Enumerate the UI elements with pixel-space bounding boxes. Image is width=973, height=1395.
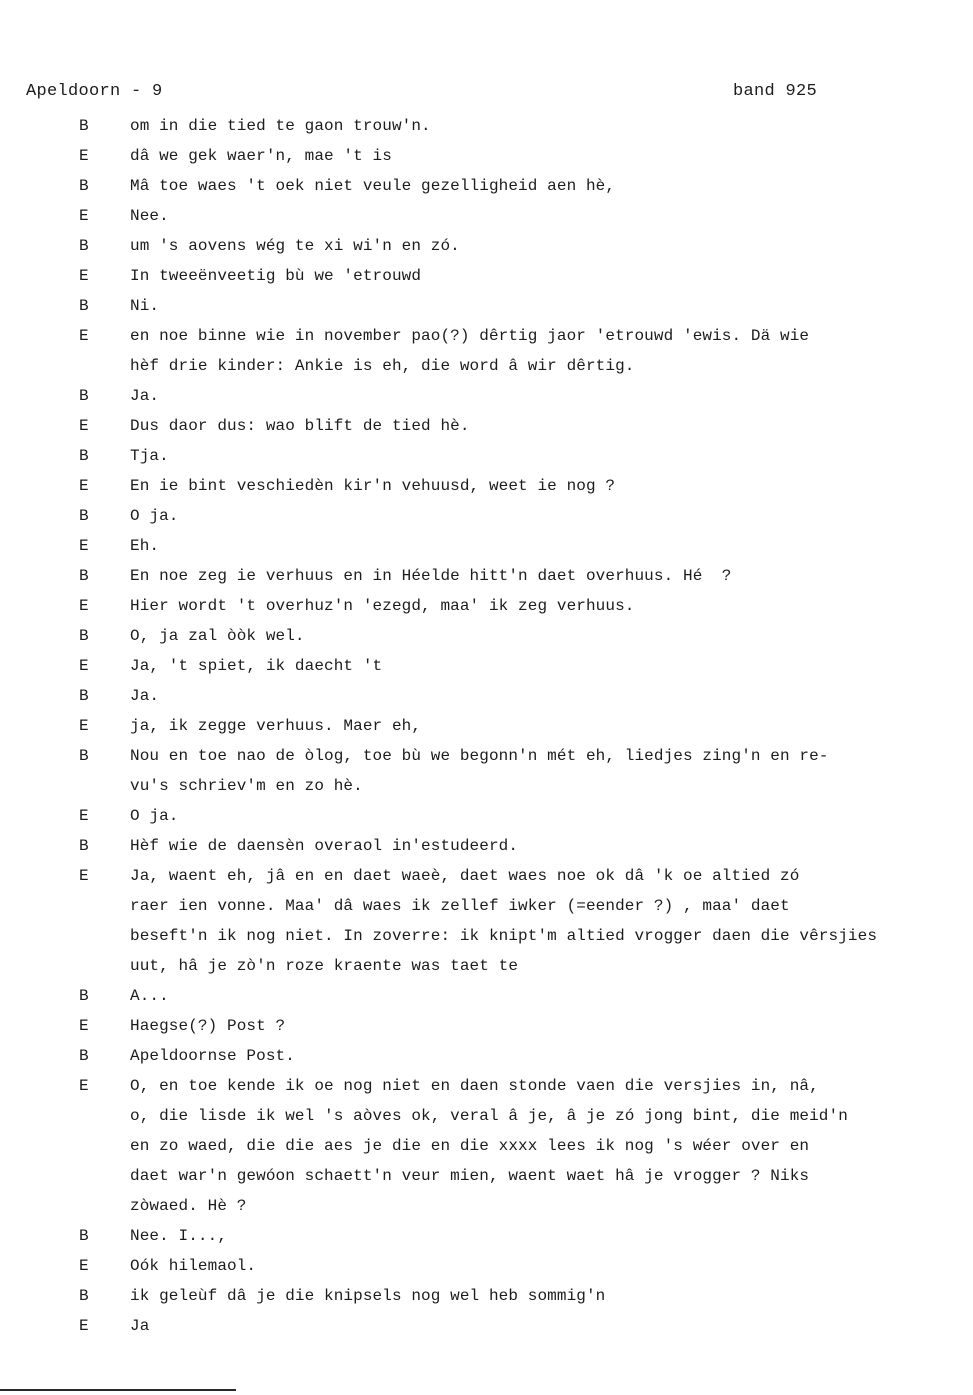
utterance-line: O ja. <box>130 807 179 825</box>
utterance <box>130 261 973 291</box>
utterance-line: vu's schriev'm en zo hè. <box>130 777 363 795</box>
utterance <box>130 171 973 201</box>
transcript-turn <box>0 381 973 411</box>
utterance-line: O, en toe kende ik oe nog niet en daen stonde vaen die versjies in, nâ, <box>130 1077 819 1095</box>
speaker-label: E <box>79 537 89 555</box>
utterance-line: dâ we gek waer'n, mae 't is <box>130 147 392 165</box>
transcript-turn <box>0 321 973 381</box>
utterance <box>130 681 973 711</box>
transcript-turn <box>0 1071 973 1221</box>
utterance <box>130 741 973 801</box>
utterance-line: Ni. <box>130 297 160 315</box>
utterance-line: En noe zeg ie verhuus en in Héelde hitt'n daet overhuus. Hé ? <box>130 567 732 585</box>
utterance <box>130 531 973 561</box>
speaker-label: E <box>79 807 89 825</box>
speaker-label: E <box>79 1077 89 1095</box>
header-place: Apeldoorn - 9 <box>26 82 163 101</box>
utterance-line: uut, hâ je zò'n roze kraente was taet te <box>130 957 519 975</box>
utterance-line: A... <box>130 987 169 1005</box>
transcript-turn <box>0 681 973 711</box>
utterance-line: hèf drie kinder: Ankie is eh, die word â wir dêrtig. <box>130 357 635 375</box>
speaker-label: B <box>79 237 89 255</box>
utterance-line: raer ien vonne. Maa' dâ waes ik zellef iwker (=eender ?) , maa' daet <box>130 897 790 915</box>
speaker-label: E <box>79 717 89 735</box>
utterance <box>130 411 973 441</box>
speaker-label: E <box>79 207 89 225</box>
speaker-label: B <box>79 1227 89 1245</box>
speaker-label: E <box>79 327 89 345</box>
footer-rule <box>0 1389 236 1391</box>
transcript-turn <box>0 861 973 981</box>
utterance-line: daet war'n gewóon schaett'n veur mien, waent waet hâ je vrogger ? Niks <box>130 1167 810 1185</box>
transcript-turn <box>0 1281 973 1311</box>
transcript-turn <box>0 141 973 171</box>
utterance <box>130 1041 973 1071</box>
utterance <box>130 381 973 411</box>
utterance <box>130 1251 973 1281</box>
transcript-turn <box>0 1221 973 1251</box>
speaker-label: E <box>79 1017 89 1035</box>
speaker-label: B <box>79 1287 89 1305</box>
speaker-label: E <box>79 1317 89 1335</box>
utterance-line: Ja. <box>130 687 160 705</box>
speaker-label: B <box>79 297 89 315</box>
utterance <box>130 111 973 141</box>
utterance <box>130 501 973 531</box>
utterance <box>130 711 973 741</box>
utterance <box>130 231 973 261</box>
utterance <box>130 1071 973 1221</box>
utterance-line: Ja, waent eh, jâ en en daet waeè, daet waes noe ok dâ 'k oe altied zó <box>130 867 800 885</box>
utterance-line: O, ja zal òòk wel. <box>130 627 305 645</box>
transcript-turn <box>0 201 973 231</box>
utterance-line: Ja. <box>130 387 160 405</box>
utterance-line: Nou en toe nao de òlog, toe bù we begonn'n mét eh, liedjes zing'n en re- <box>130 747 829 765</box>
transcript-turn <box>0 411 973 441</box>
transcript-turn <box>0 1011 973 1041</box>
utterance-line: Oók hilemaol. <box>130 1257 257 1275</box>
transcript-turn <box>0 291 973 321</box>
speaker-label: B <box>79 987 89 1005</box>
utterance-line: Apeldoornse Post. <box>130 1047 295 1065</box>
utterance <box>130 861 973 981</box>
transcript-turn <box>0 1041 973 1071</box>
utterance <box>130 801 973 831</box>
utterance-line: O ja. <box>130 507 179 525</box>
utterance <box>130 1011 973 1041</box>
transcript-turn <box>0 651 973 681</box>
utterance-line: In tweeënveetig bù we 'etrouwd <box>130 267 422 285</box>
speaker-label: E <box>79 867 89 885</box>
utterance <box>130 651 973 681</box>
transcript-turn <box>0 1311 973 1341</box>
utterance-line: Hier wordt 't overhuz'n 'ezegd, maa' ik zeg verhuus. <box>130 597 635 615</box>
speaker-label: B <box>79 447 89 465</box>
transcript-turn <box>0 591 973 621</box>
speaker-label: E <box>79 147 89 165</box>
transcript-turn <box>0 621 973 651</box>
transcript-turn <box>0 471 973 501</box>
speaker-label: E <box>79 267 89 285</box>
transcript-turn <box>0 501 973 531</box>
header-band-number: band 925 <box>732 82 817 101</box>
utterance-line: Nee. I..., <box>130 1227 228 1245</box>
utterance <box>130 471 973 501</box>
utterance-line: beseft'n ik nog niet. In zoverre: ik knipt'm altied vrogger daen die vêrsjies <box>130 927 878 945</box>
transcript-turn <box>0 981 973 1011</box>
utterance <box>130 291 973 321</box>
speaker-label: B <box>79 387 89 405</box>
page-header <box>26 82 817 108</box>
transcript-turn <box>0 231 973 261</box>
utterance-line: om in die tied te gaon trouw'n. <box>130 117 431 135</box>
speaker-label: B <box>79 117 89 135</box>
speaker-label: B <box>79 747 89 765</box>
utterance-line: um 's aovens wég te xi wi'n en zó. <box>130 237 460 255</box>
utterance-line: zòwaed. Hè ? <box>130 1197 247 1215</box>
transcript-turn <box>0 261 973 291</box>
utterance <box>130 831 973 861</box>
speaker-label: E <box>79 1257 89 1275</box>
transcript-turn <box>0 531 973 561</box>
utterance-line: En ie bint veschiedèn kir'n vehuusd, weet ie nog ? <box>130 477 616 495</box>
utterance <box>130 441 973 471</box>
utterance <box>130 1281 973 1311</box>
utterance-line: ja, ik zegge verhuus. Maer eh, <box>130 717 422 735</box>
speaker-label: E <box>79 477 89 495</box>
utterance <box>130 321 973 381</box>
speaker-label: B <box>79 837 89 855</box>
speaker-label: B <box>79 1047 89 1065</box>
speaker-label: E <box>79 417 89 435</box>
utterance <box>130 621 973 651</box>
utterance-line: ik geleùf dâ je die knipsels nog wel heb sommig'n <box>130 1287 606 1305</box>
utterance-line: Tja. <box>130 447 169 465</box>
utterance-line: o, die lisde ik wel 's aòves ok, veral â je, â je zó jong bint, die meid'n <box>130 1107 848 1125</box>
utterance <box>130 591 973 621</box>
transcript-turn <box>0 1251 973 1281</box>
utterance-line: Eh. <box>130 537 160 555</box>
utterance-line: Haegse(?) Post ? <box>130 1017 286 1035</box>
utterance-line: Hèf wie de daensèn overaol in'estudeerd. <box>130 837 519 855</box>
transcript-turn <box>0 831 973 861</box>
speaker-label: B <box>79 177 89 195</box>
utterance <box>130 201 973 231</box>
utterance-line: en zo waed, die die aes je die en die xxxx lees ik nog 's wéer over en <box>130 1137 810 1155</box>
transcript-turn <box>0 171 973 201</box>
speaker-label: B <box>79 567 89 585</box>
transcript-turn <box>0 741 973 801</box>
speaker-label: B <box>79 627 89 645</box>
speaker-label: B <box>79 507 89 525</box>
utterance-line: Mâ toe waes 't oek niet veule gezelligheid aen hè, <box>130 177 616 195</box>
speaker-label: B <box>79 687 89 705</box>
speaker-label: E <box>79 657 89 675</box>
utterance <box>130 561 973 591</box>
utterance <box>130 981 973 1011</box>
utterance-line: Ja <box>130 1317 150 1335</box>
utterance <box>130 1221 973 1251</box>
transcript-turn <box>0 441 973 471</box>
transcript-turn <box>0 801 973 831</box>
transcript-turn <box>0 711 973 741</box>
transcript-turn <box>0 111 973 141</box>
speaker-label: E <box>79 597 89 615</box>
utterance-line: Ja, 't spiet, ik daecht 't <box>130 657 383 675</box>
utterance-line: Dus daor dus: wao blift de tied hè. <box>130 417 470 435</box>
utterance <box>130 141 973 171</box>
transcript <box>0 111 973 1341</box>
utterance-line: en noe binne wie in november pao(?) dêrtig jaor 'etrouwd 'ewis. Dä wie <box>130 327 810 345</box>
utterance <box>130 1311 973 1341</box>
utterance-line: Nee. <box>130 207 169 225</box>
transcript-turn <box>0 561 973 591</box>
